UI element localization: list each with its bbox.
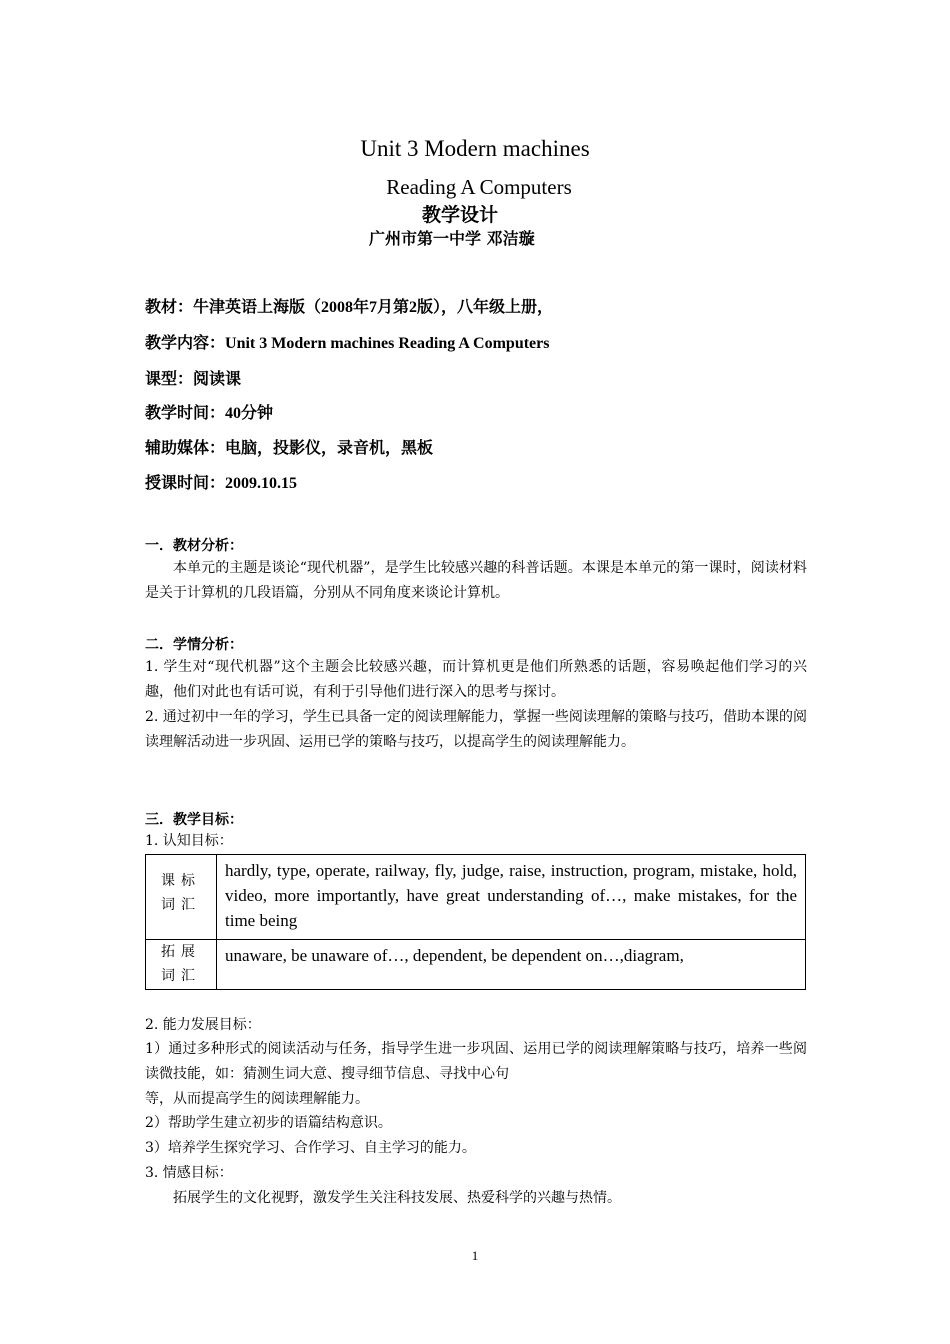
vocab-category-label: 拓展: [161, 944, 201, 960]
vocab-category-cell: [146, 940, 217, 990]
section-heading-textbook-analysis: 一．教材分析：: [145, 538, 243, 554]
meta-value: 40分钟: [225, 405, 274, 422]
table-row: [146, 940, 806, 990]
vocab-words-cell: unaware, be unaware of…, dependent, be dependent on…,diagram,: [217, 940, 806, 990]
emotional-objectives-body: 拓展学生的文化视野，激发学生关注科技发展、热爱科学的兴趣与热情。: [173, 1190, 621, 1206]
ability-objectives-label: 2. 能力发展目标：: [145, 1017, 261, 1033]
meta-label: 教材：: [145, 297, 194, 316]
meta-label: 辅助媒体：: [145, 438, 226, 457]
ability-objective-1-continued: 等，从而提高学生的阅读理解能力。: [145, 1091, 369, 1107]
document-title: Unit 3 Modern machines: [360, 136, 590, 161]
vocab-category-label: 课标: [161, 873, 201, 889]
vocab-category-label: 词汇: [161, 897, 201, 913]
meta-value: 牛津英语上海版（2008年7月第2版），八年级上册，: [193, 299, 554, 316]
section-heading-objectives: 三．教学目标：: [145, 812, 243, 828]
meta-value: 电脑，投影仪，录音机，黑板: [225, 440, 434, 457]
meta-content: [145, 330, 549, 353]
vocab-category-label: 词汇: [161, 968, 201, 984]
student-analysis-item-2: 2. 通过初中一年的学习，学生已具备一定的阅读理解能力，掌握一些阅读理解的策略与技巧，借助本课的阅读理解活动进一步巩固、运用已学的策略与技巧，以提高学生的阅读理解能力。: [145, 709, 807, 750]
emotional-objectives-label: 3. 情感目标：: [145, 1165, 233, 1181]
vocabulary-table: [145, 854, 806, 990]
document-author: 广州市第一中学 邓洁璇: [369, 229, 535, 248]
ability-objective-1: 1）通过多种形式的阅读活动与任务，指导学生进一步巩固、运用已学的阅读理解策略与技巧，培养一些阅读微技能，如：猜测生词大意、搜寻细节信息、寻找中心句: [145, 1041, 807, 1082]
meta-duration: [145, 400, 273, 423]
meta-value: 2009.10.15: [225, 475, 298, 492]
meta-value: 阅读课: [193, 371, 242, 388]
meta-media: [145, 435, 433, 458]
document-subtitle: Reading A Computers: [386, 175, 572, 199]
vocab-words-cell: hardly, type, operate, railway, fly, judge, raise, instruction, program, mistake, hold, video, more importantly, have great understanding of…, make mistakes, for the time being: [217, 855, 806, 940]
vocab-category-cell: [146, 855, 217, 940]
page-number: 1: [471, 1248, 479, 1263]
document-type: 教学设计: [422, 204, 499, 226]
cognitive-objectives-label: 1. 认知目标：: [145, 833, 233, 849]
meta-label: 授课时间：: [145, 473, 226, 492]
table-row: [146, 855, 806, 940]
student-analysis-item-1: 1. 学生对“现代机器”这个主题会比较感兴趣，而计算机更是他们所熟悉的话题，容易唤起他们学习的兴趣，他们对此也有话可说，有利于引导他们进行深入的思考与探讨。: [145, 659, 807, 700]
meta-lesson-type: [145, 366, 241, 389]
meta-date: [145, 470, 297, 493]
meta-label: 课型：: [145, 369, 194, 388]
meta-textbook: [145, 294, 553, 317]
ability-objective-3: 3）培养学生探究学习、合作学习、自主学习的能力。: [145, 1140, 476, 1156]
ability-objective-2: 2）帮助学生建立初步的语篇结构意识。: [145, 1115, 392, 1131]
section-heading-student-analysis: 二．学情分析：: [145, 637, 243, 653]
meta-label: 教学时间：: [145, 403, 226, 422]
textbook-analysis-body: 本单元的主题是谈论“现代机器”，是学生比较感兴趣的科普话题。本课是本单元的第一课时，阅读材料是关于计算机的几段语篇，分别从不同角度来谈论计算机。: [145, 560, 807, 601]
meta-value: Unit 3 Modern machines Reading A Computers: [225, 335, 550, 352]
meta-label: 教学内容：: [145, 333, 226, 352]
